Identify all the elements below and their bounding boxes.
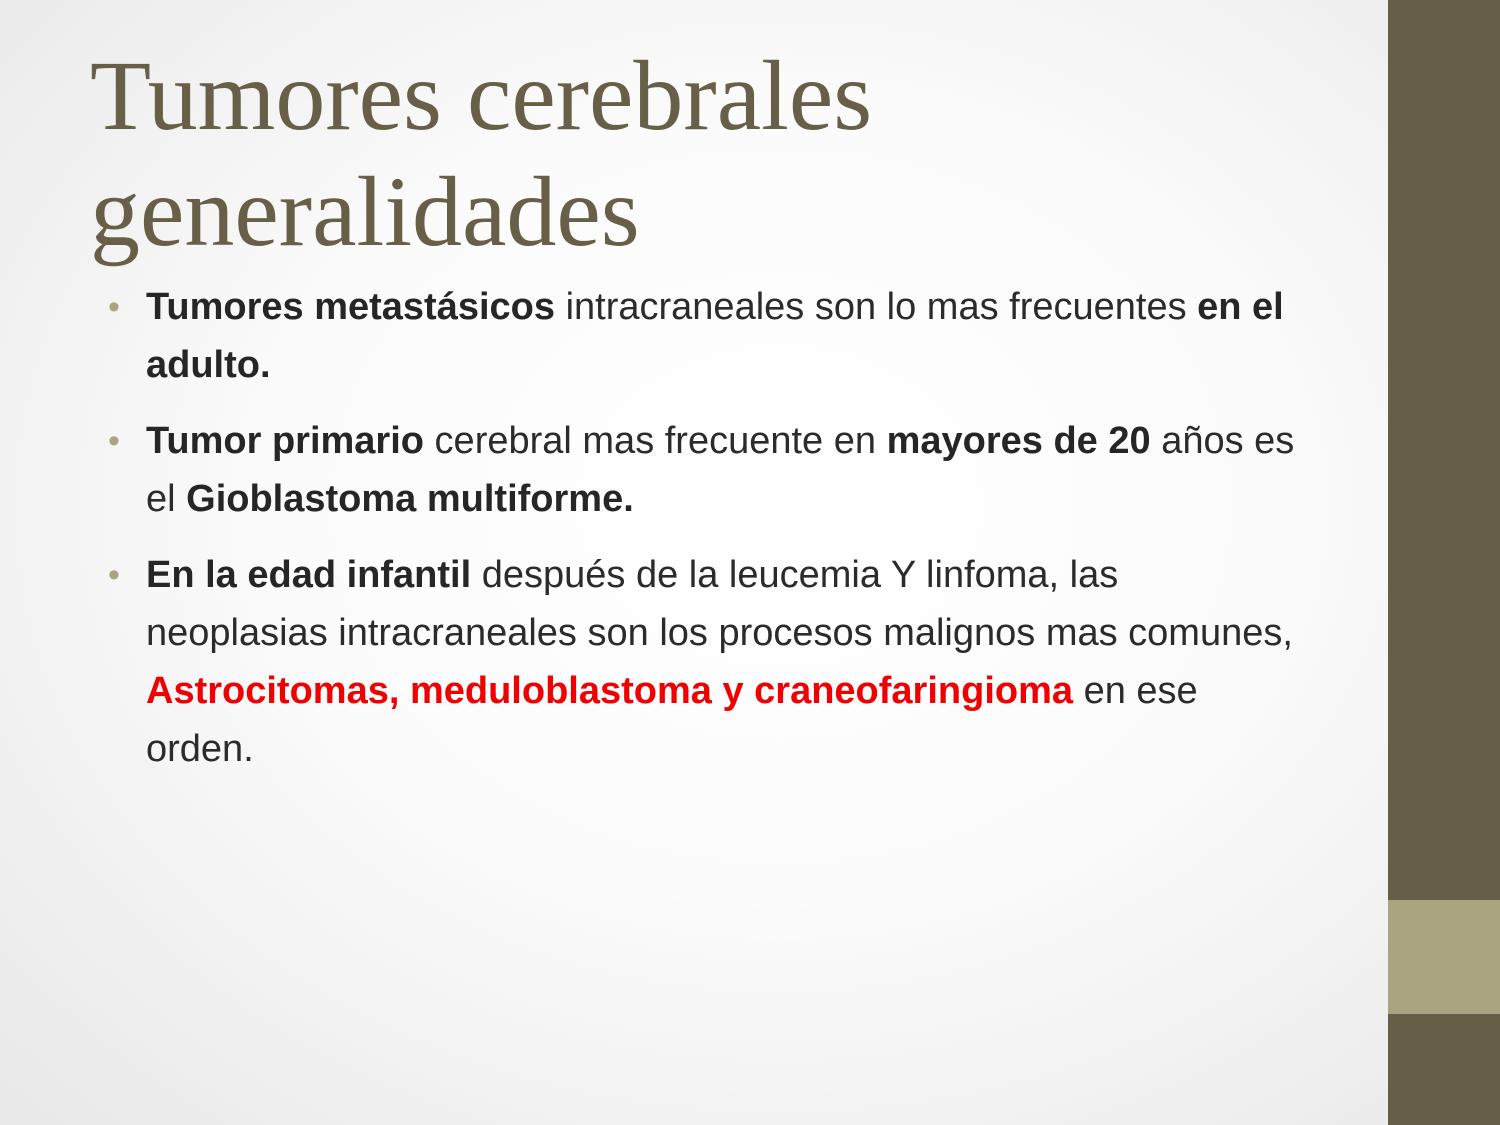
bullet-text: cerebral mas frecuente en (424, 420, 887, 462)
bullet-text-highlight: Astrocitomas, meduloblastoma y craneofaringioma (146, 670, 1074, 712)
bullet-text-bold: Gioblastoma multiforme. (186, 478, 634, 520)
bullet-text: intracraneales son lo mas frecuentes (555, 286, 1198, 328)
bullet-text-bold: Tumor primario (146, 420, 424, 462)
right-accent-block (1388, 900, 1500, 1014)
slide-title (90, 38, 1350, 270)
bullet-dot-icon: • (108, 288, 120, 326)
bullet-item (108, 546, 1308, 778)
bullet-text: años es el (146, 420, 1295, 520)
bullet-dot-icon: • (108, 556, 120, 594)
title-line-2: generalidades (90, 156, 640, 267)
bullet-text-bold: en el adulto. (146, 286, 1284, 386)
bullet-list (108, 278, 1308, 796)
bullet-text-bold: En la edad infantil (146, 554, 472, 596)
bullet-text: en ese orden. (146, 670, 1198, 770)
bullet-item (108, 412, 1308, 528)
bullet-text: después de la leucemia Y linfoma, las neoplasias intracraneales son los procesos malignos mas comunes, (146, 554, 1293, 654)
bullet-text-bold: mayores de 20 (886, 420, 1151, 462)
title-line-1: Tumores cerebrales (90, 40, 873, 151)
bullet-item (108, 278, 1308, 394)
bullet-text-bold: Tumores metastásicos (146, 286, 556, 328)
bullet-dot-icon: • (108, 422, 120, 460)
